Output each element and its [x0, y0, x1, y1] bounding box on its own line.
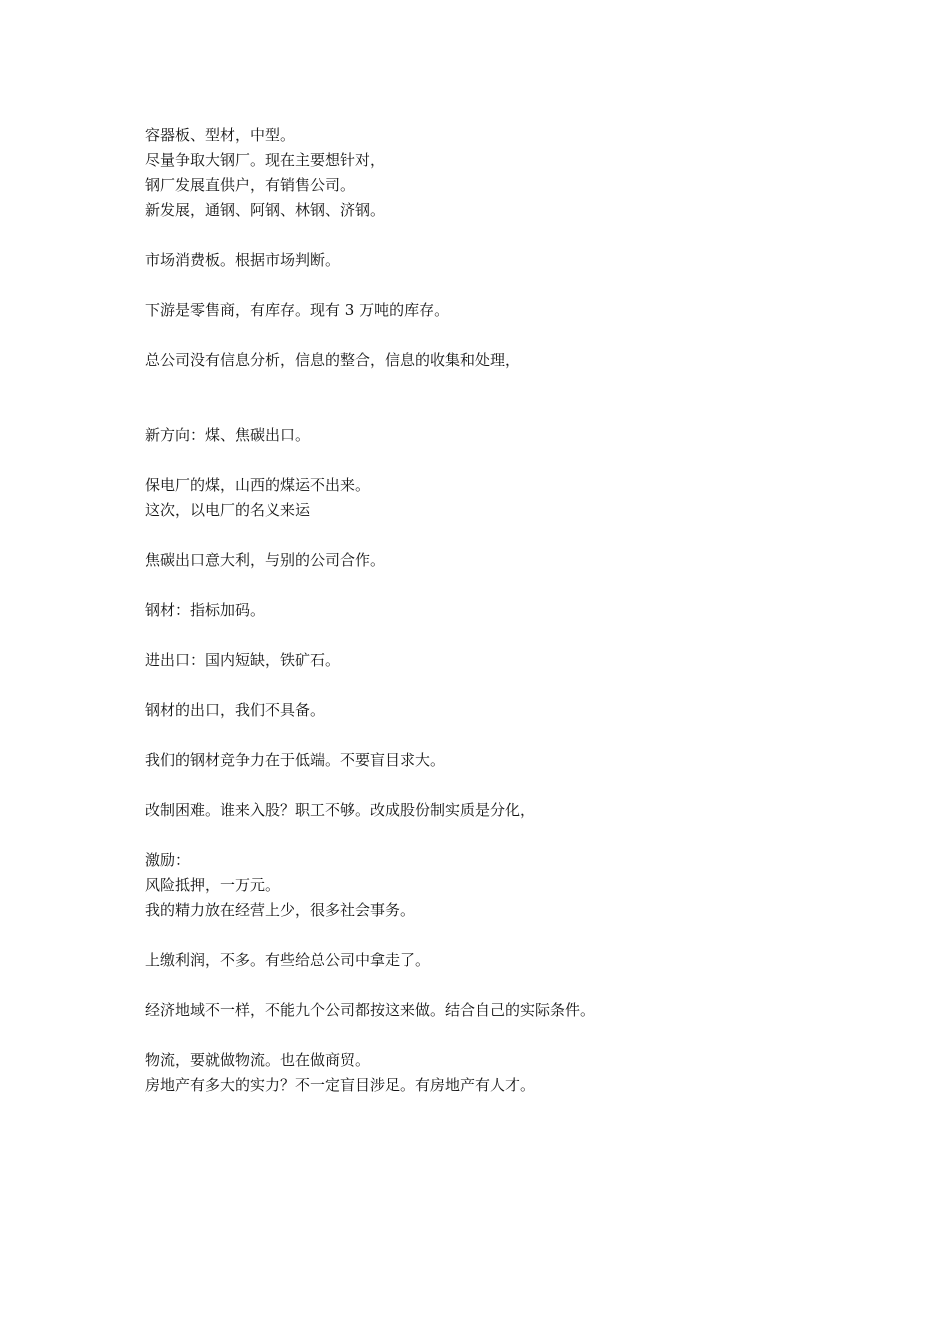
paragraph [145, 123, 865, 223]
text-line: 尽量争取大钢厂。现在主要想针对， [145, 151, 386, 169]
text-line: 容器板、型材，中型。 [145, 126, 296, 144]
text-line: 我们的钢材竞争力在于低端。不要盲目求大。 [145, 751, 446, 769]
blank-space [145, 398, 865, 423]
text-line: 这次，以电厂的名义来运 [145, 501, 311, 519]
text-line: 进出口：国内短缺，铁矿石。 [145, 651, 341, 669]
text-line: 新方向：煤、焦碳出口。 [145, 426, 311, 444]
paragraph [145, 423, 865, 448]
text-line: 我的精力放在经营上少，很多社会事务。 [145, 901, 416, 919]
text-line: 改制困难。谁来入股？职工不够。改成股份制实质是分化， [145, 801, 536, 819]
document-body [145, 123, 865, 1123]
text-line: 下游是零售商，有库存。现有 3 万吨的库存。 [145, 301, 450, 319]
text-line: 风险抵押，一万元。 [145, 876, 281, 894]
text-line: 市场消费板。根据市场判断。 [145, 251, 341, 269]
text-line: 物流，要就做物流。也在做商贸。 [145, 1051, 371, 1069]
paragraph [145, 848, 865, 923]
text-line: 激励： [145, 851, 191, 869]
text-line: 焦碳出口意大利，与别的公司合作。 [145, 551, 386, 569]
paragraph [145, 598, 865, 623]
paragraph [145, 548, 865, 573]
text-line: 保电厂的煤，山西的煤运不出来。 [145, 476, 371, 494]
text-line: 钢厂发展直供户，有销售公司。 [145, 176, 356, 194]
paragraph [145, 648, 865, 673]
paragraph [145, 948, 865, 973]
paragraph [145, 698, 865, 723]
text-line: 房地产有多大的实力？不一定盲目涉足。有房地产有人才。 [145, 1076, 536, 1094]
paragraph [145, 798, 865, 823]
text-line: 新发展，通钢、阿钢、林钢、济钢。 [145, 201, 386, 219]
text-line: 上缴利润，不多。有些给总公司中拿走了。 [145, 951, 431, 969]
paragraph [145, 998, 865, 1023]
paragraph [145, 748, 865, 773]
paragraph [145, 248, 865, 273]
paragraph [145, 298, 865, 323]
text-line: 钢材：指标加码。 [145, 601, 266, 619]
paragraph [145, 348, 865, 373]
paragraph [145, 473, 865, 523]
text-line: 总公司没有信息分析，信息的整合，信息的收集和处理， [145, 351, 521, 369]
text-line: 经济地域不一样，不能九个公司都按这来做。结合自己的实际条件。 [145, 1001, 596, 1019]
paragraph [145, 1048, 865, 1098]
text-line: 钢材的出口，我们不具备。 [145, 701, 326, 719]
